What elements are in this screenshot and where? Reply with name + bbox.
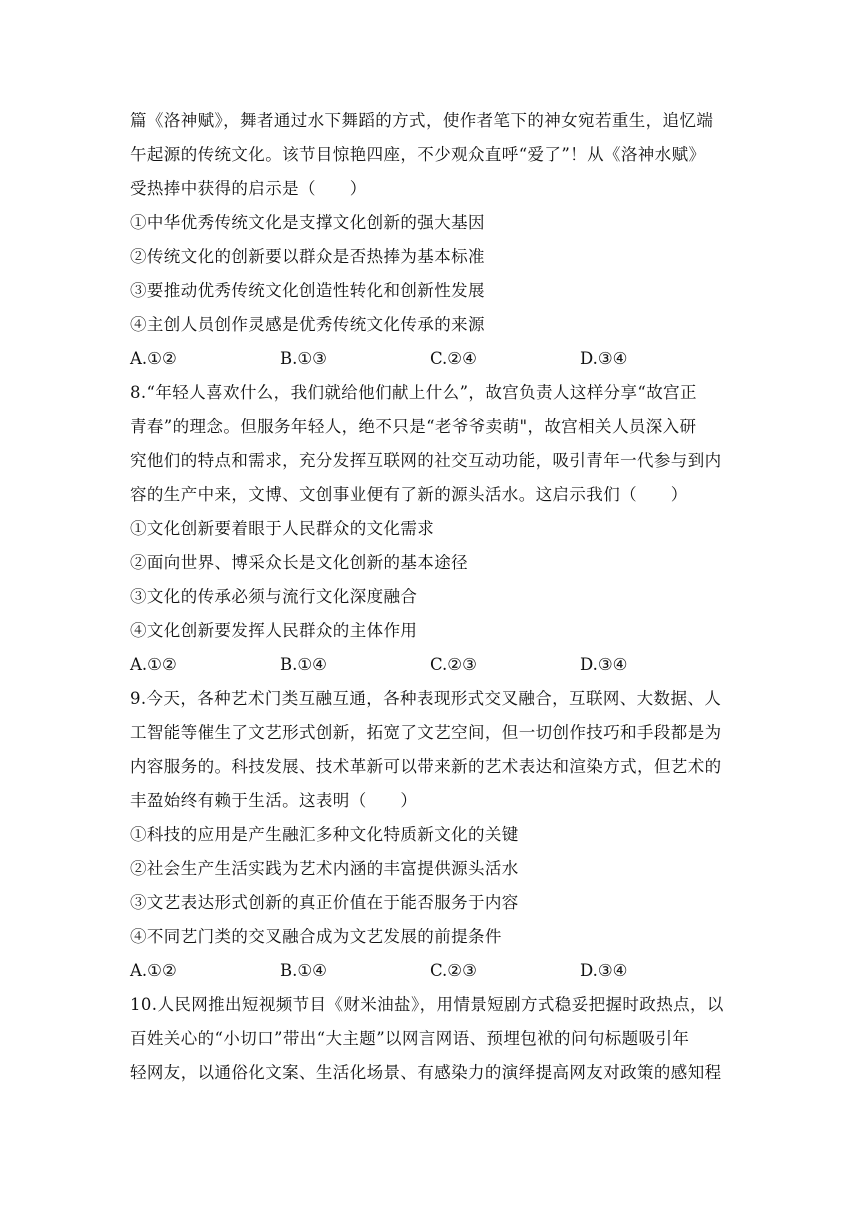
q7-options [130, 342, 730, 376]
q10-stem-line: 百姓关心的“小切口”带出“大主题”以网言网语、预埋包袱的问句标题吸引年 [130, 1029, 690, 1048]
q9-option-a: A.①② [130, 961, 177, 980]
q8-stem-line: 8.“年轻人喜欢什么，我们就给他们献上什么”，故宫负责人这样分享“故宫正 [130, 383, 697, 402]
q9-options [130, 954, 730, 988]
q8-stem-line: 究他们的特点和需求，充分发挥互联网的社交互动功能，吸引青年一代参与到内 [130, 451, 722, 470]
q9-statement-3: ③文艺表达形式创新的真正价值在于能否服务于内容 [130, 893, 519, 912]
question-9 [130, 682, 730, 988]
q8-option-c: C.②③ [430, 655, 477, 674]
q8-option-a: A.①② [130, 655, 177, 674]
q8-statement-3: ③文化的传承必须与流行文化深度融合 [130, 587, 418, 606]
q8-option-b: B.①④ [280, 655, 327, 674]
question-7 [130, 104, 730, 376]
q7-stem-line: 篇《洛神赋》，舞者通过水下舞蹈的方式，使作者笔下的神女宛若重生，追忆端 [130, 111, 714, 130]
q8-options [130, 648, 730, 682]
question-8 [130, 376, 730, 682]
q10-stem-line: 轻网友，以通俗化文案、生活化场景、有感染力的演绎提高网友对政策的感知程 [130, 1063, 722, 1082]
q9-stem-line: 丰盈始终有赖于生活。这表明（ ） [130, 791, 418, 810]
q8-stem-line: 青春”的理念。但服务年轻人，绝不只是“老爷爷卖萌"，故宫相关人员深入研 [130, 417, 697, 436]
q10-stem-line: 10.人民网推出短视频节目《财米油盐》，用情景短剧方式稳妥把握时政热点，以 [130, 995, 724, 1014]
q9-stem-line: 工智能等催生了文艺形式创新，拓宽了文艺空间，但一切创作技巧和手段都是为 [130, 723, 722, 742]
q8-statement-1: ①文化创新要着眼于人民群众的文化需求 [130, 519, 435, 538]
question-10 [130, 988, 730, 1090]
question-content [130, 104, 730, 1090]
q7-stem-line: 受热捧中获得的启示是（ ） [130, 179, 367, 198]
q9-stem-line: 内容服务的。科技发展、技术革新可以带来新的艺术表达和渲染方式，但艺术的 [130, 757, 722, 776]
q9-statement-2: ②社会生产生活实践为艺术内涵的丰富提供源头活水 [130, 859, 519, 878]
q9-option-c: C.②③ [430, 961, 477, 980]
q7-statement-4: ④主创人员创作灵感是优秀传统文化传承的来源 [130, 315, 485, 334]
q7-stem-line: 午起源的传统文化。该节目惊艳四座，不少观众直呼“爱了”！从《洛神水赋》 [130, 145, 706, 164]
q9-statement-1: ①科技的应用是产生融汇多种文化特质新文化的关键 [130, 825, 519, 844]
q9-statement-4: ④不同艺门类的交叉融合成为文艺发展的前提条件 [130, 927, 502, 946]
q7-statement-1: ①中华优秀传统文化是支撑文化创新的强大基因 [130, 213, 485, 232]
q9-stem-line: 9.今天，各种艺术门类互融互通，各种表现形式交叉融合，互联网、大数据、人 [130, 689, 722, 708]
q7-statement-3: ③要推动优秀传统文化创造性转化和创新性发展 [130, 281, 485, 300]
q7-statement-2: ②传统文化的创新要以群众是否热捧为基本标准 [130, 247, 485, 266]
q7-option-c: C.②④ [430, 349, 477, 368]
q7-option-d: D.③④ [580, 349, 628, 368]
q8-statement-2: ②面向世界、博采众长是文化创新的基本途径 [130, 553, 468, 572]
q8-statement-4: ④文化创新要发挥人民群众的主体作用 [130, 621, 418, 640]
q8-option-d: D.③④ [580, 655, 628, 674]
q9-option-d: D.③④ [580, 961, 628, 980]
q7-option-a: A.①② [130, 349, 177, 368]
q8-stem-line: 容的生产中来，文博、文创事业便有了新的源头活水。这启示我们（ ） [130, 485, 688, 504]
q9-option-b: B.①④ [280, 961, 327, 980]
q7-option-b: B.①③ [280, 349, 327, 368]
